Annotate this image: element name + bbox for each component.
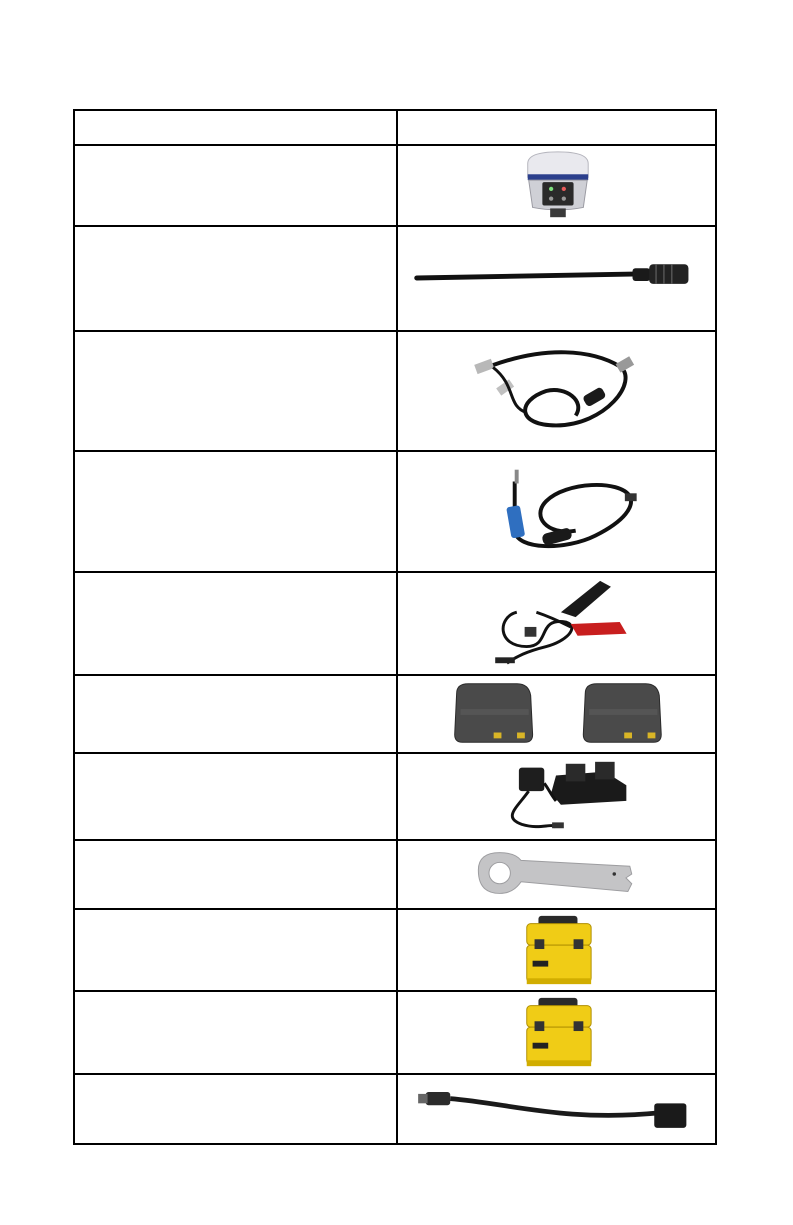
- charger-adapter-icon: [398, 754, 715, 839]
- item-image-cell: [398, 332, 715, 450]
- item-image-cell: [398, 754, 715, 839]
- table-row: [73, 908, 717, 990]
- table-row: [73, 1073, 717, 1145]
- table-row: [73, 450, 717, 571]
- item-name-cell: [75, 146, 398, 225]
- carry-case-icon: [398, 992, 715, 1073]
- item-name-cell: [75, 332, 398, 450]
- item-name-cell: [75, 992, 398, 1073]
- table-row: [73, 571, 717, 674]
- accessory-table: [73, 109, 719, 1145]
- carry-case-icon: [398, 910, 715, 990]
- item-image-cell: [398, 841, 715, 908]
- item-image-cell: [398, 910, 715, 990]
- battery-clip-power-cable-icon: [398, 573, 715, 674]
- item-name-cell: [75, 910, 398, 990]
- item-name-cell: [75, 573, 398, 674]
- table-header-row: [73, 109, 717, 144]
- header-cell-left: [75, 111, 398, 144]
- table-row: [73, 990, 717, 1073]
- item-name-cell: [75, 1075, 398, 1143]
- gnss-receiver-icon: [398, 146, 715, 225]
- item-image-cell: [398, 227, 715, 330]
- adapter-cable-icon: [398, 1075, 715, 1143]
- item-image-cell: [398, 1075, 715, 1143]
- serial-cable-icon: [398, 452, 715, 571]
- battery-pair-icon: [398, 676, 715, 752]
- wrench-tool-icon: [398, 841, 715, 908]
- item-image-cell: [398, 573, 715, 674]
- whip-antenna-icon: [398, 227, 715, 330]
- item-image-cell: [398, 992, 715, 1073]
- item-name-cell: [75, 676, 398, 752]
- item-name-cell: [75, 754, 398, 839]
- table-row: [73, 674, 717, 752]
- item-name-cell: [75, 841, 398, 908]
- table-row: [73, 752, 717, 839]
- table-row: [73, 330, 717, 450]
- table-row: [73, 144, 717, 225]
- item-image-cell: [398, 676, 715, 752]
- header-cell-right: [398, 111, 715, 144]
- usb-data-cable-icon: [398, 332, 715, 450]
- table-row: [73, 839, 717, 908]
- item-name-cell: [75, 452, 398, 571]
- table-row: [73, 225, 717, 330]
- item-image-cell: [398, 452, 715, 571]
- item-name-cell: [75, 227, 398, 330]
- item-image-cell: [398, 146, 715, 225]
